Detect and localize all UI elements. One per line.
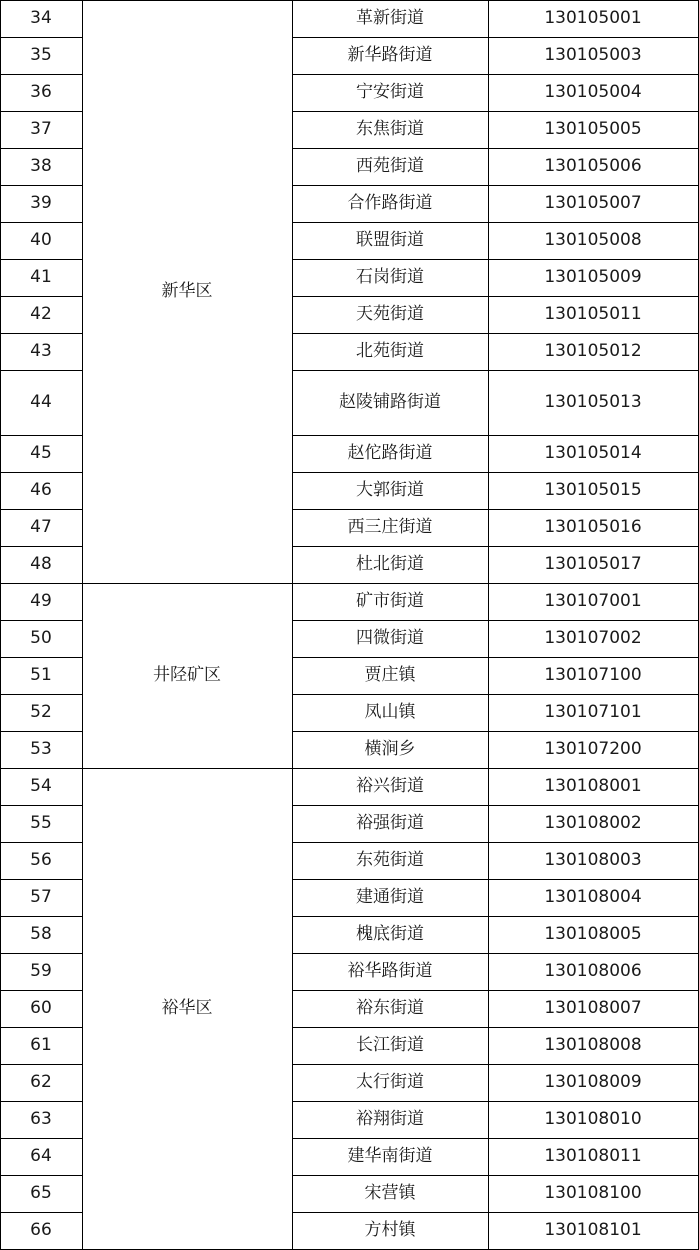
row-index: 63 xyxy=(30,1109,52,1129)
column-divider xyxy=(0,0,1,1250)
division-code: 130108005 xyxy=(544,924,642,944)
street-name: 杜北街道 xyxy=(356,554,424,574)
division-code: 130105011 xyxy=(544,304,642,324)
street-name: 裕强街道 xyxy=(356,813,424,833)
street-name: 石岗街道 xyxy=(356,267,424,287)
street-name: 建通街道 xyxy=(356,887,424,907)
row-index: 60 xyxy=(30,998,52,1018)
column-divider xyxy=(292,0,293,1250)
division-code: 130107001 xyxy=(544,591,642,611)
row-index: 44 xyxy=(30,392,52,412)
division-code: 130105016 xyxy=(544,517,642,537)
division-code: 130105007 xyxy=(544,193,642,213)
division-code: 130108008 xyxy=(544,1035,642,1055)
division-code: 130105013 xyxy=(544,392,642,412)
division-code: 130108010 xyxy=(544,1109,642,1129)
row-index: 66 xyxy=(30,1220,52,1240)
street-name: 赵陵铺路街道 xyxy=(339,392,441,412)
division-code: 130108009 xyxy=(544,1072,642,1092)
street-name: 合作路街道 xyxy=(347,193,433,213)
division-code: 130105012 xyxy=(544,341,642,361)
row-index: 36 xyxy=(30,82,52,102)
division-code: 130105004 xyxy=(544,82,642,102)
division-code: 130108006 xyxy=(544,961,642,981)
row-index: 38 xyxy=(30,156,52,176)
row-index: 41 xyxy=(30,267,52,287)
division-code: 130105008 xyxy=(544,230,642,250)
row-index: 47 xyxy=(30,517,52,537)
street-name: 贾庄镇 xyxy=(364,665,416,685)
division-code: 130108004 xyxy=(544,887,642,907)
street-name: 新华路街道 xyxy=(347,45,433,65)
division-code: 130107100 xyxy=(544,665,642,685)
street-name: 矿市街道 xyxy=(356,591,424,611)
row-index: 37 xyxy=(30,119,52,139)
street-name: 槐底街道 xyxy=(356,924,424,944)
division-code: 130105005 xyxy=(544,119,642,139)
street-name: 建华南街道 xyxy=(347,1146,433,1166)
division-code: 130108100 xyxy=(544,1183,642,1203)
district-name: 井陉矿区 xyxy=(153,665,221,685)
row-index: 49 xyxy=(30,591,52,611)
row-index: 57 xyxy=(30,887,52,907)
division-code: 130105003 xyxy=(544,45,642,65)
street-name: 宋营镇 xyxy=(364,1183,416,1203)
street-name: 裕华路街道 xyxy=(347,961,433,981)
row-index: 35 xyxy=(30,45,52,65)
row-index: 40 xyxy=(30,230,52,250)
street-name: 天苑街道 xyxy=(356,304,424,324)
row-index: 59 xyxy=(30,961,52,981)
row-index: 42 xyxy=(30,304,52,324)
division-code: 130107200 xyxy=(544,739,642,759)
division-code: 130105014 xyxy=(544,443,642,463)
division-code: 130107101 xyxy=(544,702,642,722)
row-index: 62 xyxy=(30,1072,52,1092)
division-code: 130105001 xyxy=(544,8,642,28)
row-index: 65 xyxy=(30,1183,52,1203)
division-code: 130108101 xyxy=(544,1220,642,1240)
row-index: 58 xyxy=(30,924,52,944)
street-name: 大郭街道 xyxy=(356,480,424,500)
street-name: 东焦街道 xyxy=(356,119,424,139)
row-index: 46 xyxy=(30,480,52,500)
street-name: 宁安街道 xyxy=(356,82,424,102)
column-divider xyxy=(488,0,489,1250)
street-name: 东苑街道 xyxy=(356,850,424,870)
street-name: 北苑街道 xyxy=(356,341,424,361)
division-code: 130105017 xyxy=(544,554,642,574)
row-index: 52 xyxy=(30,702,52,722)
street-name: 革新街道 xyxy=(356,8,424,28)
street-name: 裕翔街道 xyxy=(356,1109,424,1129)
street-name: 裕东街道 xyxy=(356,998,424,1018)
row-index: 50 xyxy=(30,628,52,648)
street-name: 赵佗路街道 xyxy=(347,443,433,463)
row-index: 56 xyxy=(30,850,52,870)
division-code: 130108007 xyxy=(544,998,642,1018)
division-code: 130105006 xyxy=(544,156,642,176)
division-code: 130107002 xyxy=(544,628,642,648)
row-index: 34 xyxy=(30,8,52,28)
row-index: 51 xyxy=(30,665,52,685)
division-code: 130105009 xyxy=(544,267,642,287)
street-name: 西苑街道 xyxy=(356,156,424,176)
division-code: 130108002 xyxy=(544,813,642,833)
street-name: 四微街道 xyxy=(356,628,424,648)
row-index: 64 xyxy=(30,1146,52,1166)
row-index: 54 xyxy=(30,776,52,796)
division-code: 130105015 xyxy=(544,480,642,500)
column-divider xyxy=(82,0,83,1250)
street-name: 横涧乡 xyxy=(364,739,416,759)
division-code: 130108001 xyxy=(544,776,642,796)
row-index: 48 xyxy=(30,554,52,574)
row-index: 53 xyxy=(30,739,52,759)
street-name: 太行街道 xyxy=(356,1072,424,1092)
street-name: 西三庄街道 xyxy=(347,517,433,537)
district-name: 新华区 xyxy=(161,281,213,301)
district-name: 裕华区 xyxy=(161,998,213,1018)
street-name: 裕兴街道 xyxy=(356,776,424,796)
division-code: 130108003 xyxy=(544,850,642,870)
street-name: 联盟街道 xyxy=(356,230,424,250)
row-index: 43 xyxy=(30,341,52,361)
row-index: 45 xyxy=(30,443,52,463)
street-name: 长江街道 xyxy=(356,1035,424,1055)
street-name: 方村镇 xyxy=(364,1220,416,1240)
row-index: 39 xyxy=(30,193,52,213)
row-index: 61 xyxy=(30,1035,52,1055)
street-name: 凤山镇 xyxy=(364,702,416,722)
row-index: 55 xyxy=(30,813,52,833)
division-code: 130108011 xyxy=(544,1146,642,1166)
